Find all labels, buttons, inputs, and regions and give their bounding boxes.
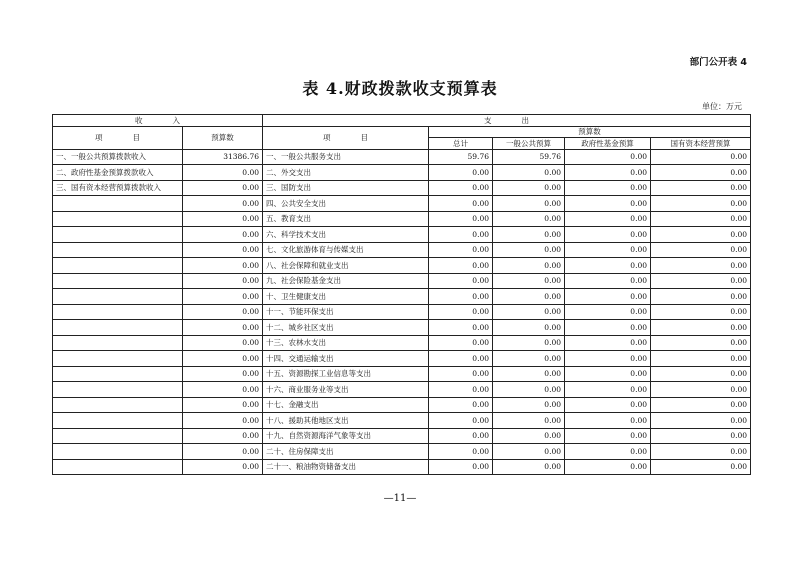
state-capital-budget-cell: 0.00 xyxy=(651,335,751,351)
expense-item-cell: 四、公共安全支出 xyxy=(263,196,429,212)
table-row xyxy=(53,320,751,336)
page-number: —11— xyxy=(383,493,417,504)
state-capital-budget-cell: 0.00 xyxy=(651,366,751,382)
general-budget-cell: 0.00 xyxy=(493,227,565,243)
fund-budget-cell: 0.00 xyxy=(565,227,651,243)
total-cell: 0.00 xyxy=(429,211,493,227)
income-amount-cell: 0.00 xyxy=(183,289,263,305)
income-amount-cell: 0.00 xyxy=(183,382,263,398)
total-cell: 0.00 xyxy=(429,444,493,460)
total-cell: 0.00 xyxy=(429,320,493,336)
general-budget-cell: 0.00 xyxy=(493,459,565,475)
income-budget-header: 预算数 xyxy=(183,126,263,149)
income-amount-cell: 0.00 xyxy=(183,273,263,289)
fund-budget-cell: 0.00 xyxy=(565,165,651,181)
state-capital-budget-cell: 0.00 xyxy=(651,397,751,413)
state-capital-budget-cell: 0.00 xyxy=(651,428,751,444)
table-row xyxy=(53,180,751,196)
state-capital-budget-cell: 0.00 xyxy=(651,211,751,227)
general-budget-cell: 0.00 xyxy=(493,242,565,258)
general-budget-cell: 0.00 xyxy=(493,382,565,398)
fund-budget-cell: 0.00 xyxy=(565,180,651,196)
general-budget-header: 一般公共预算 xyxy=(493,138,565,150)
fund-budget-cell: 0.00 xyxy=(565,413,651,429)
state-capital-budget-cell: 0.00 xyxy=(651,382,751,398)
income-amount-cell: 0.00 xyxy=(183,444,263,460)
expense-item-cell: 十九、自然资源海洋气象等支出 xyxy=(263,428,429,444)
fund-budget-cell: 0.00 xyxy=(565,320,651,336)
table-row xyxy=(53,459,751,475)
income-amount-cell: 0.00 xyxy=(183,335,263,351)
expense-item-cell: 二、外交支出 xyxy=(263,165,429,181)
table-row xyxy=(53,397,751,413)
income-item-cell xyxy=(53,428,183,444)
unit-label: 单位：万元 xyxy=(702,102,742,111)
expense-item-cell: 二十、住房保障支出 xyxy=(263,444,429,460)
general-budget-cell: 0.00 xyxy=(493,196,565,212)
table-row xyxy=(53,273,751,289)
income-amount-cell: 0.00 xyxy=(183,351,263,367)
income-amount-cell: 0.00 xyxy=(183,428,263,444)
income-amount-cell: 0.00 xyxy=(183,242,263,258)
income-item-cell xyxy=(53,258,183,274)
general-budget-cell: 0.00 xyxy=(493,444,565,460)
table-row xyxy=(53,366,751,382)
expense-item-cell: 一、一般公共服务支出 xyxy=(263,149,429,165)
budget-table xyxy=(52,114,751,475)
total-cell: 0.00 xyxy=(429,397,493,413)
general-budget-cell: 0.00 xyxy=(493,397,565,413)
expense-item-cell: 九、社会保险基金支出 xyxy=(263,273,429,289)
income-item-cell xyxy=(53,304,183,320)
expense-item-cell: 八、社会保障和就业支出 xyxy=(263,258,429,274)
header-row-1 xyxy=(53,115,751,127)
fund-budget-cell: 0.00 xyxy=(565,351,651,367)
general-budget-cell: 0.00 xyxy=(493,165,565,181)
total-cell: 0.00 xyxy=(429,289,493,305)
state-capital-budget-cell: 0.00 xyxy=(651,304,751,320)
income-amount-cell: 0.00 xyxy=(183,413,263,429)
income-item-cell xyxy=(53,335,183,351)
income-item-cell xyxy=(53,320,183,336)
table-row xyxy=(53,227,751,243)
total-cell: 0.00 xyxy=(429,273,493,289)
fund-budget-cell: 0.00 xyxy=(565,335,651,351)
expense-item-cell: 五、教育支出 xyxy=(263,211,429,227)
total-header: 总计 xyxy=(429,138,493,150)
income-item-cell xyxy=(53,397,183,413)
fund-budget-cell: 0.00 xyxy=(565,304,651,320)
fund-budget-header: 政府性基金预算 xyxy=(565,138,651,150)
table-row xyxy=(53,258,751,274)
income-amount-cell: 0.00 xyxy=(183,180,263,196)
income-header: 收 入 xyxy=(53,115,263,127)
state-capital-budget-cell: 0.00 xyxy=(651,320,751,336)
state-capital-budget-cell: 0.00 xyxy=(651,227,751,243)
expense-item-cell: 二十一、粮油物资储备支出 xyxy=(263,459,429,475)
income-amount-cell: 0.00 xyxy=(183,211,263,227)
expense-item-cell: 十七、金融支出 xyxy=(263,397,429,413)
expense-item-header: 项 目 xyxy=(263,126,429,149)
fund-budget-cell: 0.00 xyxy=(565,149,651,165)
state-capital-budget-cell: 0.00 xyxy=(651,289,751,305)
fund-budget-cell: 0.00 xyxy=(565,444,651,460)
income-amount-cell: 0.00 xyxy=(183,258,263,274)
income-item-cell: 二、政府性基金预算拨款收入 xyxy=(53,165,183,181)
fund-budget-cell: 0.00 xyxy=(565,258,651,274)
header-row-2 xyxy=(53,126,751,138)
total-cell: 0.00 xyxy=(429,180,493,196)
general-budget-cell: 59.76 xyxy=(493,149,565,165)
fund-budget-cell: 0.00 xyxy=(565,428,651,444)
general-budget-cell: 0.00 xyxy=(493,413,565,429)
general-budget-cell: 0.00 xyxy=(493,304,565,320)
state-capital-budget-cell: 0.00 xyxy=(651,258,751,274)
expense-item-cell: 十六、商业服务业等支出 xyxy=(263,382,429,398)
income-amount-cell: 0.00 xyxy=(183,196,263,212)
income-item-cell xyxy=(53,242,183,258)
income-amount-cell: 0.00 xyxy=(183,397,263,413)
income-amount-cell: 0.00 xyxy=(183,304,263,320)
state-capital-budget-cell: 0.00 xyxy=(651,165,751,181)
state-capital-budget-cell: 0.00 xyxy=(651,459,751,475)
income-item-cell xyxy=(53,351,183,367)
general-budget-cell: 0.00 xyxy=(493,335,565,351)
income-item-cell xyxy=(53,366,183,382)
expense-item-cell: 十一、节能环保支出 xyxy=(263,304,429,320)
income-amount-cell: 0.00 xyxy=(183,165,263,181)
fund-budget-cell: 0.00 xyxy=(565,382,651,398)
expense-item-cell: 十、卫生健康支出 xyxy=(263,289,429,305)
table-row xyxy=(53,304,751,320)
expense-budget-group-header: 预算数 xyxy=(429,126,751,138)
total-cell: 0.00 xyxy=(429,258,493,274)
income-item-cell xyxy=(53,211,183,227)
table-row xyxy=(53,211,751,227)
total-cell: 0.00 xyxy=(429,413,493,429)
table-row xyxy=(53,428,751,444)
total-cell: 0.00 xyxy=(429,335,493,351)
fund-budget-cell: 0.00 xyxy=(565,366,651,382)
income-amount-cell: 0.00 xyxy=(183,459,263,475)
total-cell: 0.00 xyxy=(429,459,493,475)
expense-item-cell: 七、文化旅游体育与传媒支出 xyxy=(263,242,429,258)
state-capital-budget-cell: 0.00 xyxy=(651,273,751,289)
state-capital-budget-cell: 0.00 xyxy=(651,242,751,258)
total-cell: 0.00 xyxy=(429,165,493,181)
general-budget-cell: 0.00 xyxy=(493,289,565,305)
general-budget-cell: 0.00 xyxy=(493,428,565,444)
general-budget-cell: 0.00 xyxy=(493,180,565,196)
income-amount-cell: 31386.76 xyxy=(183,149,263,165)
total-cell: 0.00 xyxy=(429,304,493,320)
fund-budget-cell: 0.00 xyxy=(565,459,651,475)
expense-item-cell: 十五、资源勘探工业信息等支出 xyxy=(263,366,429,382)
income-item-cell xyxy=(53,196,183,212)
state-capital-budget-cell: 0.00 xyxy=(651,351,751,367)
fund-budget-cell: 0.00 xyxy=(565,289,651,305)
income-item-cell xyxy=(53,459,183,475)
income-item-cell xyxy=(53,444,183,460)
income-item-cell xyxy=(53,413,183,429)
total-cell: 0.00 xyxy=(429,242,493,258)
general-budget-cell: 0.00 xyxy=(493,211,565,227)
page-label: 部门公开表 4 xyxy=(689,57,747,68)
table-row xyxy=(53,242,751,258)
income-item-cell xyxy=(53,289,183,305)
state-capital-budget-cell: 0.00 xyxy=(651,180,751,196)
income-item-cell: 一、一般公共预算拨款收入 xyxy=(53,149,183,165)
fund-budget-cell: 0.00 xyxy=(565,397,651,413)
total-cell: 59.76 xyxy=(429,149,493,165)
income-item-cell: 三、国有资本经营预算拨款收入 xyxy=(53,180,183,196)
income-item-cell xyxy=(53,227,183,243)
general-budget-cell: 0.00 xyxy=(493,351,565,367)
general-budget-cell: 0.00 xyxy=(493,320,565,336)
income-amount-cell: 0.00 xyxy=(183,366,263,382)
general-budget-cell: 0.00 xyxy=(493,258,565,274)
general-budget-cell: 0.00 xyxy=(493,366,565,382)
expense-item-cell: 十二、城乡社区支出 xyxy=(263,320,429,336)
expense-item-cell: 三、国防支出 xyxy=(263,180,429,196)
table-row xyxy=(53,289,751,305)
total-cell: 0.00 xyxy=(429,227,493,243)
state-capital-budget-cell: 0.00 xyxy=(651,413,751,429)
table-row xyxy=(53,413,751,429)
state-capital-budget-cell: 0.00 xyxy=(651,149,751,165)
expense-item-cell: 十八、援助其他地区支出 xyxy=(263,413,429,429)
table-row xyxy=(53,149,751,165)
income-item-cell xyxy=(53,273,183,289)
table-row xyxy=(53,335,751,351)
total-cell: 0.00 xyxy=(429,428,493,444)
table-row xyxy=(53,382,751,398)
expense-item-cell: 六、科学技术支出 xyxy=(263,227,429,243)
fund-budget-cell: 0.00 xyxy=(565,211,651,227)
state-capital-budget-cell: 0.00 xyxy=(651,196,751,212)
table-row xyxy=(53,351,751,367)
table-row xyxy=(53,196,751,212)
income-amount-cell: 0.00 xyxy=(183,227,263,243)
expense-header: 支 出 xyxy=(263,115,751,127)
total-cell: 0.00 xyxy=(429,382,493,398)
expense-item-cell: 十四、交通运输支出 xyxy=(263,351,429,367)
total-cell: 0.00 xyxy=(429,351,493,367)
income-item-cell xyxy=(53,382,183,398)
state-capital-budget-cell: 0.00 xyxy=(651,444,751,460)
income-amount-cell: 0.00 xyxy=(183,320,263,336)
total-cell: 0.00 xyxy=(429,366,493,382)
page-title: 表 4.财政拨款收支预算表 xyxy=(302,79,498,98)
fund-budget-cell: 0.00 xyxy=(565,196,651,212)
table-row xyxy=(53,165,751,181)
state-capital-budget-header: 国有资本经营预算 xyxy=(651,138,751,150)
table-row xyxy=(53,444,751,460)
general-budget-cell: 0.00 xyxy=(493,273,565,289)
expense-item-cell: 十三、农林水支出 xyxy=(263,335,429,351)
fund-budget-cell: 0.00 xyxy=(565,242,651,258)
fund-budget-cell: 0.00 xyxy=(565,273,651,289)
total-cell: 0.00 xyxy=(429,196,493,212)
income-item-header: 项 目 xyxy=(53,126,183,149)
